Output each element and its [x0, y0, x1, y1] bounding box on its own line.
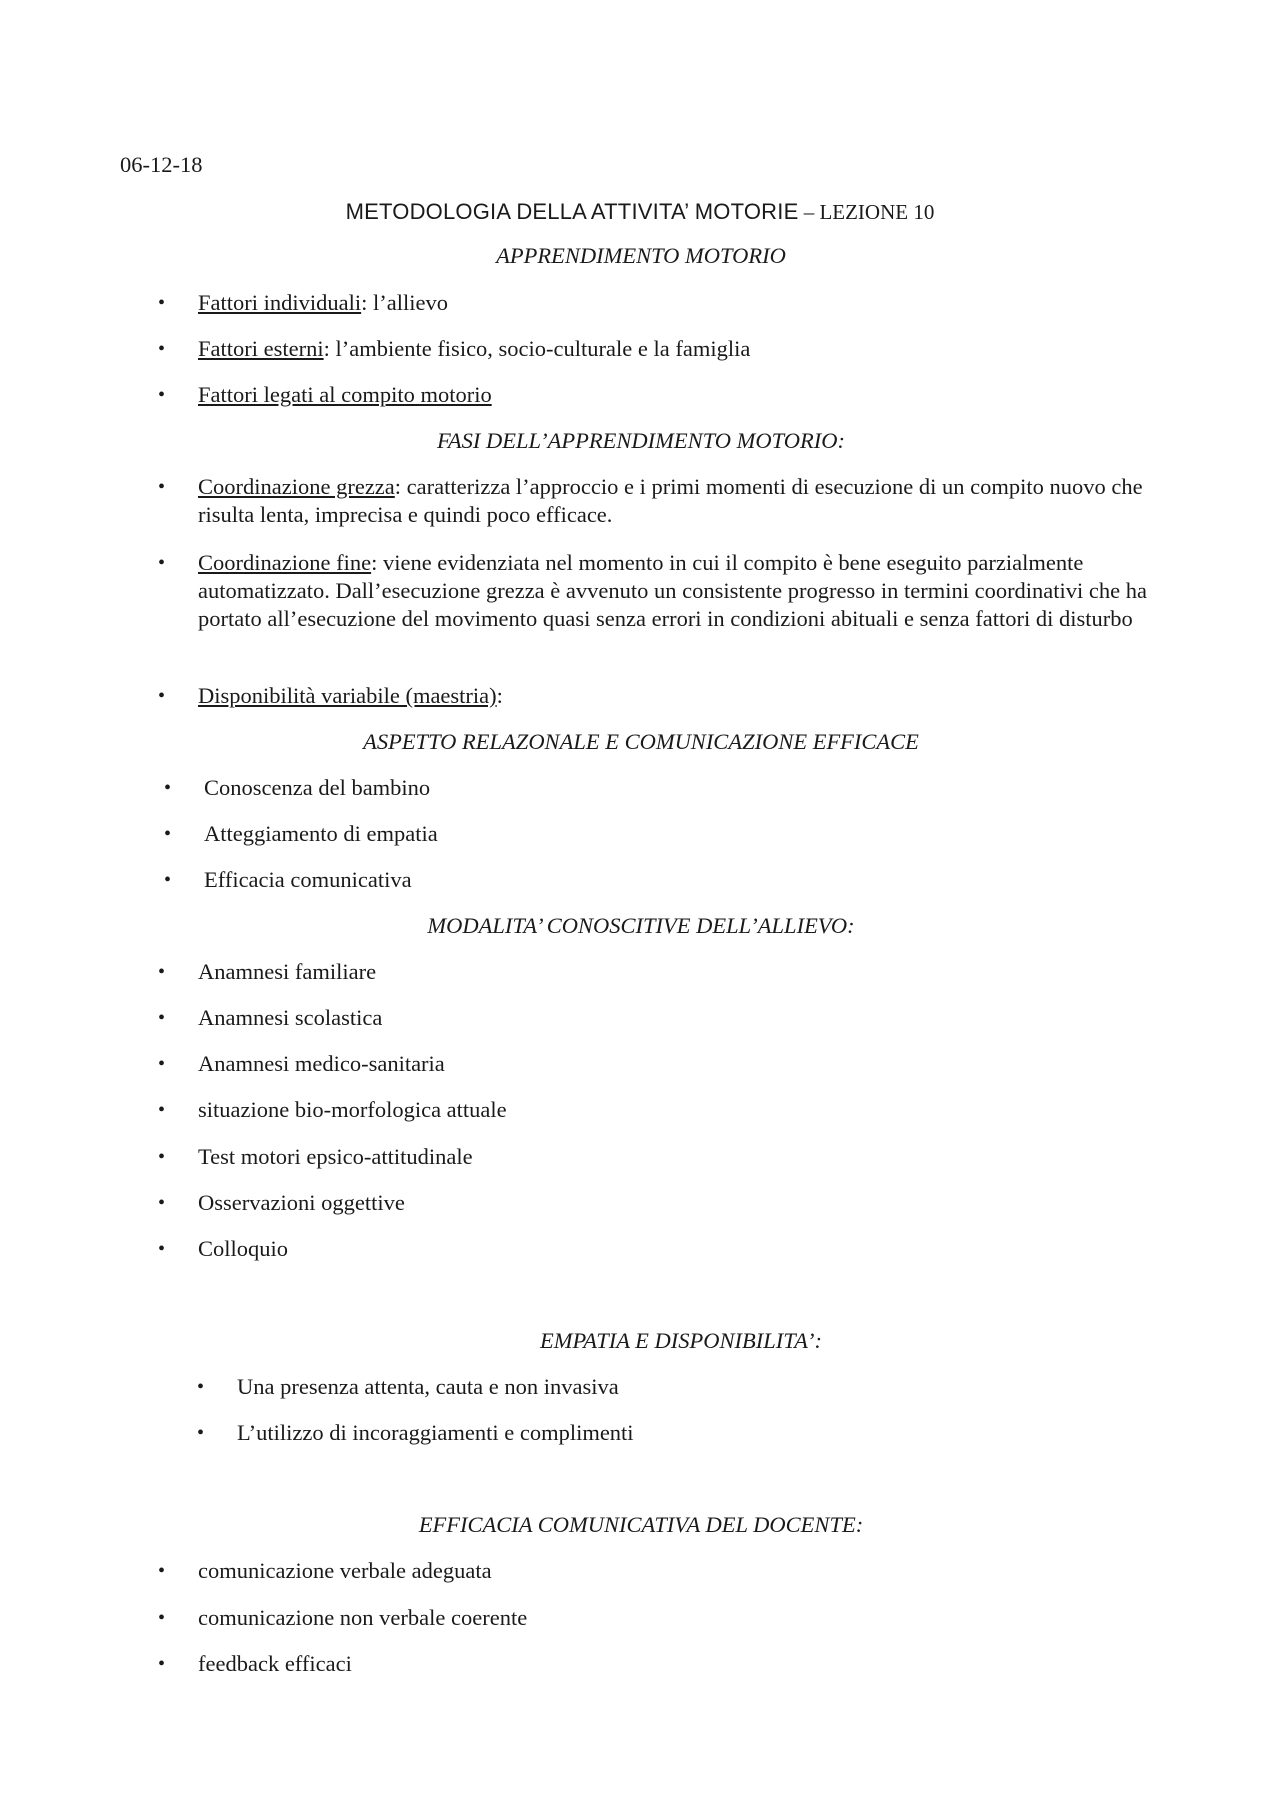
list-item: Osservazioni oggettive [198, 1190, 405, 1215]
list-item: Anamnesi scolastica [198, 1005, 383, 1030]
bullet-marker: • [158, 552, 166, 574]
list-item: Efficacia comunicativa [204, 867, 412, 892]
bullet-marker: • [158, 1607, 166, 1629]
heading-efficacia: EFFICACIA COMUNICATIVA DEL DOCENTE: [418, 1512, 864, 1537]
list-item [198, 473, 1173, 529]
bullet-marker: • [158, 292, 166, 314]
item-term: Coordinazione fine [198, 550, 372, 575]
item-text: : [496, 683, 503, 708]
item-term: Fattori individuali [198, 290, 362, 315]
title-lesson: – LEZIONE 10 [798, 200, 935, 224]
heading-apprendimento: APPRENDIMENTO MOTORIO [496, 243, 786, 268]
item-term: Fattori esterni [198, 336, 324, 361]
title-main: METODOLOGIA DELLA ATTIVITA’ MOTORIE [345, 199, 799, 224]
item-term: Disponibilità variabile (maestria) [198, 683, 497, 708]
list-item: Conoscenza del bambino [204, 775, 431, 800]
bullet-marker: • [158, 1653, 166, 1675]
item-text: : caratterizza l’approccio e i primi momenti di esecuzione di un compito nuovo che risulta lenta, imprecisa e quindi poco efficace. [198, 474, 1143, 527]
heading-aspetto: ASPETTO RELAZONALE E COMUNICAZIONE EFFICACE [363, 729, 919, 754]
bullet-marker: • [158, 1053, 166, 1075]
bullet-marker: • [158, 1007, 166, 1029]
list-item [198, 682, 503, 710]
bullet-marker: • [158, 1238, 166, 1260]
bullet-marker: • [197, 1422, 205, 1444]
list-item: Atteggiamento di empatia [204, 821, 438, 846]
bullet-marker: • [158, 338, 166, 360]
list-item: Anamnesi medico-sanitaria [198, 1051, 445, 1076]
list-item: Una presenza attenta, cauta e non invasiva [237, 1374, 619, 1399]
item-term: Coordinazione grezza [198, 474, 395, 499]
bullet-marker: • [158, 685, 166, 707]
bullet-marker: • [164, 869, 172, 891]
bullet-marker: • [158, 1146, 166, 1168]
bullet-marker: • [158, 961, 166, 983]
list-item [198, 335, 750, 363]
item-text: : l’allievo [361, 290, 448, 315]
bullet-marker: • [158, 1560, 166, 1582]
list-item: Anamnesi familiare [198, 959, 377, 984]
item-term: Fattori legati al compito motorio [198, 382, 492, 407]
list-item: feedback efficaci [198, 1651, 352, 1676]
bullet-marker: • [164, 823, 172, 845]
heading-fasi: FASI DELL’APPRENDIMENTO MOTORIO: [437, 428, 845, 453]
heading-empatia: EMPATIA E DISPONIBILITA’: [539, 1328, 823, 1353]
list-item [198, 289, 448, 317]
bullet-marker: • [158, 1192, 166, 1214]
list-item: Colloquio [198, 1236, 289, 1261]
bullet-marker: • [197, 1376, 205, 1398]
item-text: : l’ambiente fisico, socio-culturale e la famiglia [323, 336, 751, 361]
list-item [198, 381, 492, 409]
document-title [0, 197, 1280, 227]
list-item: Test motori epsico-attitudinale [198, 1144, 473, 1169]
bullet-marker: • [158, 384, 166, 406]
list-item: situazione bio-morfologica attuale [198, 1097, 507, 1122]
bullet-marker: • [158, 476, 166, 498]
list-item [198, 549, 1173, 633]
bullet-marker: • [164, 777, 172, 799]
list-item: L’utilizzo di incoraggiamenti e complimenti [237, 1420, 634, 1445]
item-text: : viene evidenziata nel momento in cui il compito è bene eseguito parzialmente automatizzato. Dall’esecuzione grezza è avvenuto un consistente progresso in termini coordinativi che ha portato all’esecuzione del movimento quasi senza errori in condizioni abituali e senza fattori di disturbo [198, 550, 1148, 631]
heading-modalita: MODALITA’ CONOSCITIVE DELL’ALLIEVO: [427, 913, 855, 938]
bullet-marker: • [158, 1099, 166, 1121]
list-item: comunicazione non verbale coerente [198, 1605, 528, 1630]
document-date: 06-12-18 [120, 152, 203, 177]
list-item: comunicazione verbale adeguata [198, 1558, 492, 1583]
